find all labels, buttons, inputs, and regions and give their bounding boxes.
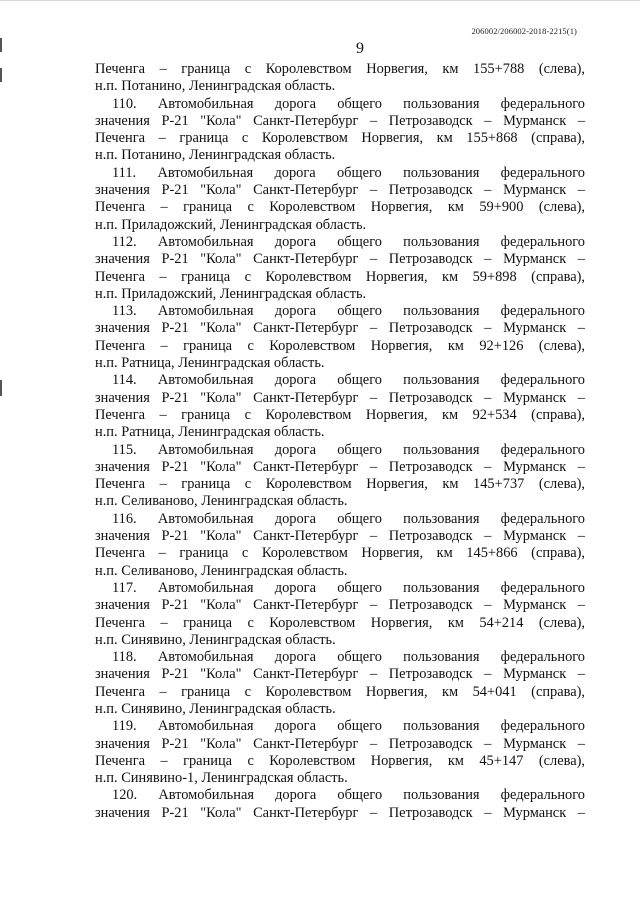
text-line: н.п. Приладожский, Ленинградская область. bbox=[95, 216, 367, 233]
paragraph bbox=[95, 96, 585, 165]
text-line: значения Р-21 "Кола" Санкт-Петербург – Петрозаводск – Мурманск – bbox=[95, 320, 585, 337]
text-line: значения Р-21 "Кола" Санкт-Петербург – Петрозаводск – Мурманск – bbox=[95, 597, 585, 614]
text-line: Печенга – граница с Королевством Норвегия, км 54+214 (слева), bbox=[95, 614, 585, 631]
text-line: н.п. Синявино-1, Ленинградская область. bbox=[95, 770, 348, 787]
text-line: значения Р-21 "Кола" Санкт-Петербург – Петрозаводск – Мурманск – bbox=[95, 735, 585, 752]
text-line: н.п. Селиваново, Ленинградская область. bbox=[95, 562, 348, 579]
text-line: 119. Автомобильная дорога общего пользования федерального bbox=[112, 718, 585, 735]
text-line: Печенга – граница с Королевством Норвегия, км 45+147 (слева), bbox=[95, 752, 585, 769]
paragraph bbox=[95, 303, 585, 372]
paragraph bbox=[95, 61, 585, 96]
text-line: значения Р-21 "Кола" Санкт-Петербург – Петрозаводск – Мурманск – bbox=[95, 389, 585, 406]
paragraph bbox=[95, 234, 585, 303]
text-line: н.п. Ратница, Ленинградская область. bbox=[95, 424, 325, 441]
scan-edge-mark bbox=[0, 380, 2, 396]
text-line: значения Р-21 "Кола" Санкт-Петербург – Петрозаводск – Мурманск – bbox=[95, 458, 585, 475]
text-line: значения Р-21 "Кола" Санкт-Петербург – Петрозаводск – Мурманск – bbox=[95, 528, 585, 545]
text-line: 114. Автомобильная дорога общего пользования федерального bbox=[112, 372, 585, 389]
text-line: 113. Автомобильная дорога общего пользования федерального bbox=[112, 303, 585, 320]
paragraph bbox=[95, 787, 585, 822]
paragraph bbox=[95, 718, 585, 787]
text-line: Печенга – граница с Королевством Норвегия, км 155+868 (справа), bbox=[95, 130, 585, 147]
paragraph bbox=[95, 165, 585, 234]
text-line: 118. Автомобильная дорога общего пользования федерального bbox=[112, 649, 585, 666]
text-line: Печенга – граница с Королевством Норвегия, км 54+041 (справа), bbox=[95, 683, 585, 700]
text-line: 115. Автомобильная дорога общего пользования федерального bbox=[112, 441, 585, 458]
text-line: 110. Автомобильная дорога общего пользования федерального bbox=[112, 95, 585, 112]
paragraph bbox=[95, 649, 585, 718]
text-line: н.п. Потанино, Ленинградская область. bbox=[95, 78, 336, 95]
page-number: 9 bbox=[356, 40, 364, 57]
text-line: 117. Автомобильная дорога общего пользования федерального bbox=[112, 579, 585, 596]
text-line: значения Р-21 "Кола" Санкт-Петербург – Петрозаводск – Мурманск – bbox=[95, 112, 585, 129]
text-line: Печенга – граница с Королевством Норвегия, км 145+866 (справа), bbox=[95, 545, 585, 562]
text-line: н.п. Ратница, Ленинградская область. bbox=[95, 355, 325, 372]
scan-edge-mark bbox=[0, 68, 2, 82]
text-line: значения Р-21 "Кола" Санкт-Петербург – Петрозаводск – Мурманск – bbox=[95, 182, 585, 199]
text-line: Печенга – граница с Королевством Норвегия, км 59+898 (справа), bbox=[95, 268, 585, 285]
text-line: Печенга – граница с Королевством Норвегия, км 59+900 (слева), bbox=[95, 199, 585, 216]
paragraph bbox=[95, 580, 585, 649]
text-line: Печенга – граница с Королевством Норвегия, км 145+737 (слева), bbox=[95, 476, 585, 493]
text-line: н.п. Синявино, Ленинградская область. bbox=[95, 700, 336, 717]
text-line: Печенга – граница с Королевством Норвегия, км 92+534 (справа), bbox=[95, 406, 585, 423]
text-line: 120. Автомобильная дорога общего пользования федерального bbox=[112, 787, 585, 804]
scan-top-rule bbox=[0, 0, 640, 1]
text-line: Печенга – граница с Королевством Норвегия, км 92+126 (слева), bbox=[95, 337, 585, 354]
paragraph bbox=[95, 442, 585, 511]
document-id: 206002/206002-2018-2215(1) bbox=[471, 26, 577, 36]
text-line: н.п. Синявино, Ленинградская область. bbox=[95, 631, 336, 648]
text-line: н.п. Приладожский, Ленинградская область. bbox=[95, 285, 367, 302]
text-line: значения Р-21 "Кола" Санкт-Петербург – Петрозаводск – Мурманск – bbox=[95, 804, 585, 821]
text-line: 112. Автомобильная дорога общего пользования федерального bbox=[112, 233, 585, 250]
text-line: 116. Автомобильная дорога общего пользования федерального bbox=[112, 510, 585, 527]
text-line: н.п. Селиваново, Ленинградская область. bbox=[95, 493, 348, 510]
paragraph bbox=[95, 511, 585, 580]
text-line: значения Р-21 "Кола" Санкт-Петербург – Петрозаводск – Мурманск – bbox=[95, 666, 585, 683]
text-line: н.п. Потанино, Ленинградская область. bbox=[95, 147, 336, 164]
document-body bbox=[95, 61, 585, 822]
paragraph bbox=[95, 372, 585, 441]
text-line: Печенга – граница с Королевством Норвегия, км 155+788 (слева), bbox=[95, 61, 585, 77]
text-line: 111. Автомобильная дорога общего пользования федерального bbox=[112, 164, 585, 181]
text-line: значения Р-21 "Кола" Санкт-Петербург – Петрозаводск – Мурманск – bbox=[95, 251, 585, 268]
